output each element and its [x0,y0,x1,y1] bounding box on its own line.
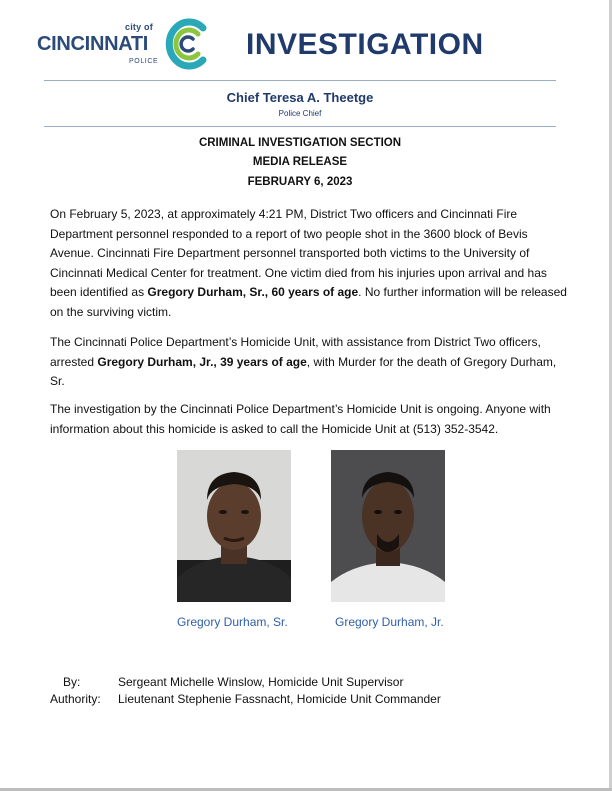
photo-gregory-durham-sr [177,450,291,602]
footer-by-label: By: [63,675,81,689]
footer-authority-value: Lieutenant Stephenie Fassnacht, Homicide Unit Commander [118,692,441,706]
chief-name: Chief Teresa A. Theetge [226,90,374,105]
footer-by-value: Sergeant Michelle Winslow, Homicide Unit Supervisor [118,675,404,689]
release-section: CRIMINAL INVESTIGATION SECTION [198,137,402,149]
body-paragraph-arrest [50,333,570,392]
chief-title: Police Chief [278,109,322,118]
body-paragraph-contact: The investigation by the Cincinnati Police Department’s Homicide Unit is ongoing. Anyone with information about this homicide is asked to call the Homicide Unit at (513) 352-3542. [50,402,551,436]
p1-victim-name: Gregory Durham, Sr., 60 years of age [147,285,359,299]
p2-text-a: The Cincinnati Police Department’s Homicide Unit, with assistance from District Two officers, arrested [50,335,541,369]
photo-gregory-durham-jr [331,450,445,602]
release-type: MEDIA RELEASE [252,156,348,168]
body-paragraph-incident [50,205,570,322]
logo-c-mark-icon [163,18,211,70]
portrait-image-jr [331,450,445,602]
footer-authority-label: Authority: [50,692,101,706]
photo-caption-jr: Gregory Durham, Jr. [335,615,444,629]
p2-text-b: , with Murder for the death of Gregory Durham, Sr. [50,354,557,388]
cincinnati-police-logo [37,18,212,70]
logo-police-text: POLICE [129,58,159,65]
header-divider-bottom [44,126,556,127]
logo-city-name: CINCINNATI [37,33,149,55]
header-divider-top [44,80,556,81]
logo-city-of-text: city of [125,22,153,32]
p1-text-b: . No further information will be released on the surviving victim. [50,285,567,319]
p1-text-a: On February 5, 2023, at approximately 4:21 PM, District Two officers and Cincinnati Fire Department personnel responded to a report of two people shot in the 3600 block of Bevis Avenue. Cincinnati Fire Department personnel transported both victims to the University of Cincinnati Medical Center for treatment. One victim died from his injuries upon arrival and has been identified as [50,207,547,299]
photo-caption-sr: Gregory Durham, Sr. [177,615,288,629]
portrait-image-sr [177,450,291,602]
p2-suspect-name: Gregory Durham, Jr., 39 years of age [97,354,307,369]
page-headline: INVESTIGATION [246,28,484,61]
release-date: FEBRUARY 6, 2023 [247,176,353,188]
